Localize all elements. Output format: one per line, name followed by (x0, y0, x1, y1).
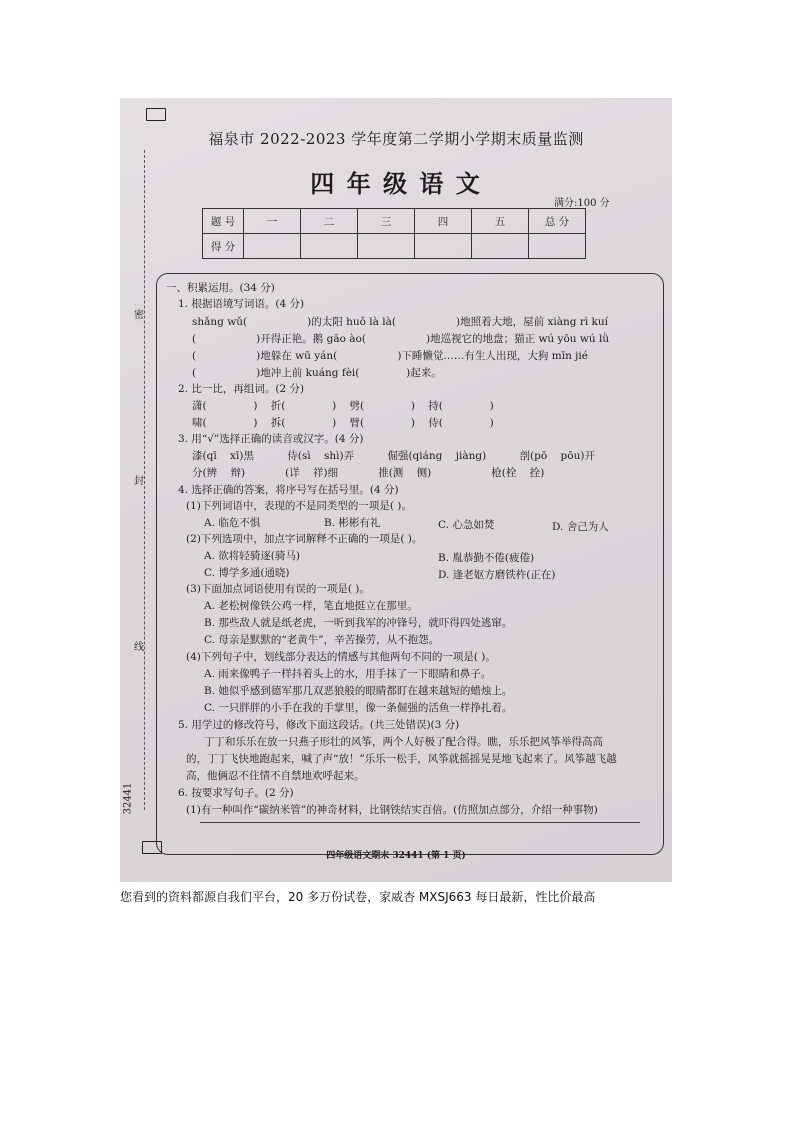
q6-sub1: (1)有一种叫作“碳纳米管”的神奇材料，比钢铁结实百倍。(仿照加点部分，介绍一种事物) (186, 804, 598, 816)
q4-sub4-option-a: A. 雨来像鸭子一样抖着头上的水，用手抹了一下眼睛和鼻子。 (204, 668, 492, 680)
q2-line1[interactable]: 潇( ) 折( ) 劈( ) 持( ) (192, 400, 494, 412)
score-blank-3[interactable] (358, 234, 415, 259)
q4-sub1-option-c: C. 心急如焚 (438, 519, 495, 531)
q5-paragraph-line1[interactable]: 丁丁和乐乐在放一只燕子形壮的风筝，两个人好极了配合得。瞧，乐乐把风筝举得高高 (204, 736, 603, 748)
exam-title: 四 年 级 语 文 (310, 169, 482, 198)
q4-sub3[interactable]: (3)下面加点词语使用有误的一项是( )。 (186, 583, 370, 595)
score-cell-3: 三 (358, 209, 415, 234)
score-cell-label: 题 号 (203, 209, 244, 234)
q4-sub2[interactable]: (2)下列选项中，加点字词解释不正确的一项是( )。 (186, 533, 423, 545)
score-row-label: 得 分 (203, 234, 244, 259)
score-blank-total[interactable] (529, 234, 586, 259)
q1-line1[interactable]: shǎng wǔ( )的太阳 huǒ là là( )地照着大地，屋前 xiàng rì kuí (192, 316, 609, 328)
q5-paragraph-line3[interactable]: 高，他俩忍不住情不自禁地欢呼起来。 (186, 770, 365, 782)
binding-line (144, 150, 145, 810)
score-cell-5: 五 (472, 209, 529, 234)
binding-code: 32441 (122, 782, 134, 815)
q1-heading: 1. 根据语境写词语。(4 分) (178, 298, 305, 310)
q4-sub2-option-d: D. 逢老妪方磨铁杵(正在) (438, 569, 556, 581)
q1-line2[interactable]: ( )开得正艳。鹅 gāo ào( )地巡视它的地盘；猫正 wú yōu wú lǜ (192, 333, 610, 345)
score-cell-4: 四 (415, 209, 472, 234)
score-table-header-row (203, 209, 586, 234)
score-cell-1: 一 (244, 209, 301, 234)
q4-heading: 4. 选择正确的答案，将序号写在括号里。(4 分) (178, 484, 399, 496)
exam-subtitle: 福泉市 2022-2023 学年度第二学期小学期末质量监测 (208, 130, 584, 148)
binding-char-feng: 封 (134, 470, 144, 489)
score-blank-5[interactable] (472, 234, 529, 259)
full-score: 满分:100 分 (554, 198, 610, 209)
score-blank-2[interactable] (301, 234, 358, 259)
q4-sub3-option-c: C. 母亲是默默的“老黄牛”，辛苦操劳，从不抱怨。 (204, 634, 440, 646)
q3-heading: 3. 用“√”选择正确的读音或汉字。(4 分) (178, 433, 364, 445)
scanned-page (120, 98, 672, 882)
q4-sub3-option-a: A. 老松树像铁公鸡一样，笔直地挺立在那里。 (204, 600, 418, 612)
score-blank-4[interactable] (415, 234, 472, 259)
q1-line4[interactable]: ( )地冲上前 kuáng fèi( )起来。 (192, 367, 442, 379)
q2-heading: 2. 比一比，再组词。(2 分) (178, 383, 305, 395)
q4-sub2-option-a: A. 欲将轻骑逐(骑马) (204, 550, 300, 562)
advertisement-text: 您看到的资料都源自我们平台，20 多万份试卷，家威杏 MXSJ663 每日最新，性比价最高 (120, 890, 596, 904)
q6-answer-line[interactable] (200, 822, 640, 823)
score-table (202, 208, 586, 259)
binding-char-xian: 线 (134, 636, 144, 655)
q6-heading: 6. 按要求写句子。(2 分) (178, 787, 294, 799)
score-blank-1[interactable] (244, 234, 301, 259)
q2-line2[interactable]: 啸( ) 拆( ) 臂( ) 侍( ) (192, 417, 494, 429)
q1-line3[interactable]: ( )地躲在 wū yán( )下睡懒觉……有生人出现，大狗 mīn jié (192, 350, 589, 362)
score-table-score-row (203, 234, 586, 259)
q5-paragraph-line2[interactable]: 的，丁丁飞快地跑起来，喊了声“放！”乐乐一松手，风筝就摇摇晃晃地飞起来了。风筝越飞越 (186, 753, 617, 765)
q5-heading: 5. 用学过的修改符号，修改下面这段话。(共三处错误)(3 分) (178, 719, 460, 731)
q4-sub3-option-b: B. 那些敌人就是纸老虎，一听到我军的冲锋号，就吓得四处逃窜。 (204, 617, 513, 629)
q4-sub1-option-b: B. 彬彬有礼 (324, 517, 381, 529)
q4-sub1[interactable]: (1)下列词语中，表现的不是同类型的一项是( )。 (186, 500, 412, 512)
section1-heading: 一、积累运用。(34 分) (166, 282, 275, 294)
registration-mark-top (146, 108, 166, 121)
q4-sub2-option-b: B. 胤恭勤不倦(疲倦) (438, 552, 535, 564)
q4-sub4-option-c: C. 一只胖胖的小手在我的手掌里，像一条倔强的活鱼一样挣扎着。 (204, 702, 513, 714)
score-cell-2: 二 (301, 209, 358, 234)
page-footer: 四年级语文期末 32441 (第 1 页) (326, 851, 466, 861)
score-cell-total: 总 分 (529, 209, 586, 234)
q4-sub2-option-c: C. 博学多通(通晓) (204, 567, 290, 579)
q4-sub1-option-d: D. 舍己为人 (552, 521, 609, 533)
binding-char-mi: 密 (134, 304, 144, 323)
q4-sub4[interactable]: (4)下列句子中，划线部分表达的情感与其他两句不同的一项是( )。 (186, 651, 496, 663)
q3-line1[interactable]: 漆(qī xī)黑 侍(sì shì)弄 倔强(qiáng jiàng) 剖(pō pōu)开 (192, 450, 595, 462)
q4-sub1-option-a: A. 临危不惧 (204, 517, 261, 529)
q3-line2[interactable]: 分(辨 辩) (详 祥)细 推(测 侧) 枪(栓 拴) (192, 467, 545, 479)
q4-sub4-option-b: B. 她似乎感到德军那几双恶狼般的眼睛都盯在越来越短的蜡烛上。 (204, 685, 513, 697)
